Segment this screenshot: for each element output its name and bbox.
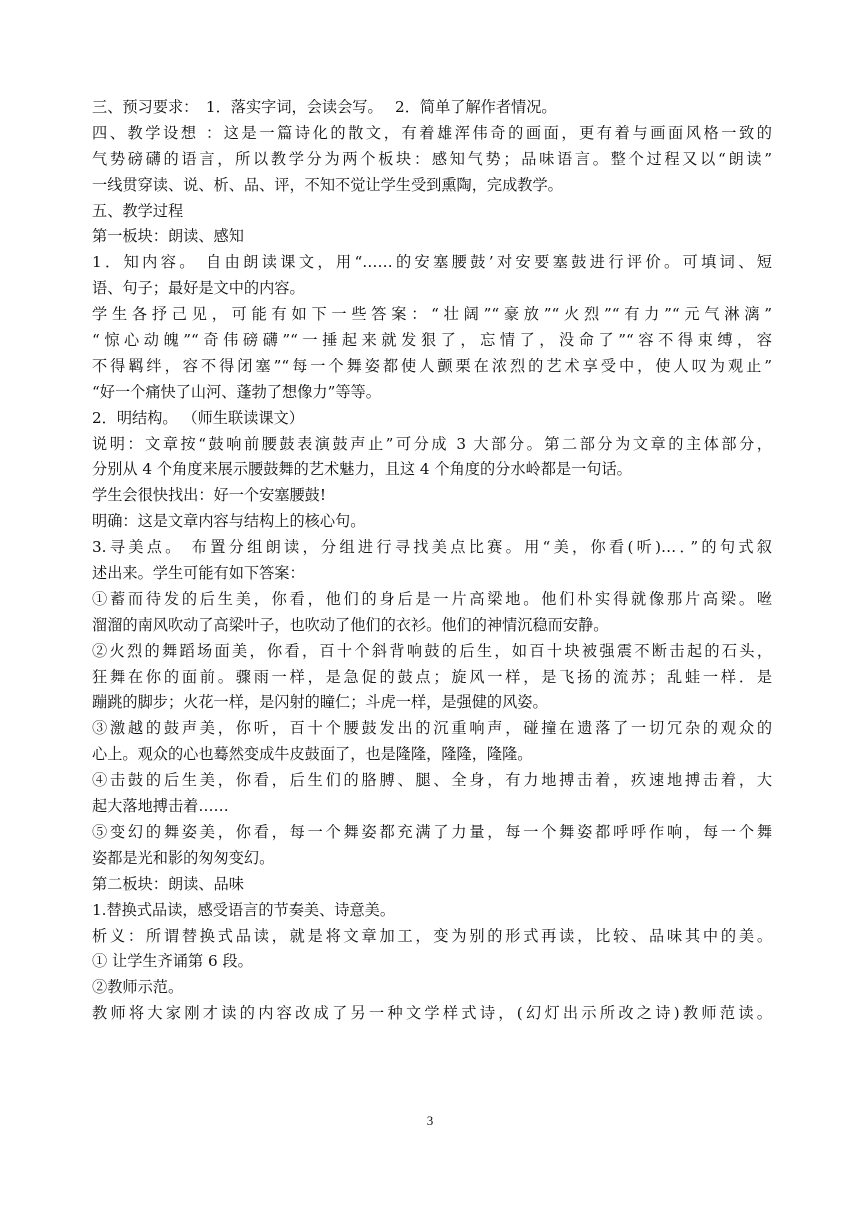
text-line: ②火烈的舞蹈场面美，你看，百十个斜背响鼓的后生，如百十块被强震不断击起的石头，	[92, 641, 772, 660]
text-line: “好一个痛快了山河、蓬勃了想像力”等等。	[92, 382, 381, 401]
text-line: 心上。观众的心也蓦然变成牛皮鼓面了，也是隆隆，隆隆，隆隆。	[92, 745, 533, 764]
page-number: 3	[426, 1113, 434, 1128]
text-line: 教师将大家刚才读的内容改成了另一种文学样式诗，(幻灯出示所改之诗)教师范读。	[92, 1004, 772, 1023]
text-line: 1.替换式品读，感受语言的节奏美、诗意美。	[92, 900, 396, 919]
section-heading: 第二板块：朗读、品味	[92, 874, 244, 893]
text-line: 四、教学设想 ：这是一篇诗化的散文，有着雄浑伟奇的画面，更有着与画面风格一致的	[92, 123, 772, 142]
text-line: 语、句子；最好是文中的内容。	[92, 279, 305, 298]
text-line: ②教师示范。	[92, 978, 184, 997]
text-line: 姿都是光和影的匆匆变幻。	[92, 848, 275, 867]
text-line: 述出来。学生可能有如下答案：	[92, 564, 305, 583]
text-line: 蹦跳的脚步；火花一样，是闪射的瞳仁；斗虎一样，是强健的风姿。	[92, 693, 548, 712]
section-heading: 第一板块：朗读、感知	[92, 227, 244, 246]
text-line: ①蓄而待发的后生美，你看，他们的身后是一片高梁地。他们朴实得就像那片高梁。咝	[92, 589, 772, 608]
text-line: ① 让学生齐诵第 6 段。	[92, 952, 253, 971]
text-line: 学生会很快找出：好一个安塞腰鼓!	[92, 486, 326, 505]
text-line: 一线贯穿读、说、析、品、评，不知不觉让学生受到熏陶，完成教学。	[92, 175, 563, 194]
text-line: ④击鼓的后生美，你看，后生们的胳膊、腿、全身，有力地搏击着，疚速地搏击着，大	[92, 771, 772, 790]
text-line: 不得羁绊，容不得闭塞”“每一个舞姿都使人颤栗在浓烈的艺术享受中，使人叹为观止”	[92, 356, 772, 375]
text-line: 气势磅礴的语言，所以教学分为两个板块：感知气势；品味语言。整个过程又以“朗读”	[92, 149, 772, 168]
text-line: 3.寻美点。 布置分组朗读，分组进行寻找美点比赛。用“美，你看(听)…．”的句式叙	[92, 538, 772, 557]
section-heading: 五、教学过程	[92, 201, 184, 220]
text-line: ③激越的鼓声美，你听，百十个腰鼓发出的沉重响声，碰撞在遗落了一切冗杂的观众的	[92, 719, 772, 738]
text-line: 1．知内容。 自由朗读课文，用“……的安塞腰鼓’对安要塞鼓进行评价。可填词、短	[92, 253, 772, 272]
text-line: 狂舞在你的面前。骤雨一样，是急促的鼓点；旋风一样，是飞扬的流苏；乱蛙一样．是	[92, 667, 772, 686]
text-line: 学生各抒己见，可能有如下一些答案：“壮阔”“豪放”“火烈”“有力”“元气淋漓”	[92, 305, 772, 324]
text-line: 溜溜的南风吹动了高梁叶子，也吹动了他们的衣衫。他们的神情沉稳而安静。	[92, 615, 609, 634]
document-body	[92, 95, 772, 1027]
text-line: 2．明结构。 （师生联读课文）	[92, 408, 304, 427]
text-line: ⑤变幻的舞姿美，你看，每一个舞姿都充满了力量，每一个舞姿都呼呼作响，每一个舞	[92, 822, 772, 841]
text-line: 起大落地搏击着……	[92, 797, 229, 816]
text-line: 明确：这是文章内容与结构上的核心句。	[92, 512, 366, 531]
text-line: 说明：文章按“鼓响前腰鼓表演鼓声止”可分成 3 大部分。第二部分为文章的主体部分，	[92, 434, 772, 453]
text-line: “惊心动魄”“奇伟磅礴”“一捶起来就发狠了，忘情了，没命了”“容不得束缚，容	[92, 331, 772, 350]
text-line: 分别从 4 个角度来展示腰鼓舞的艺术魅力，且这 4 个角度的分水岭都是一句话。	[92, 460, 632, 479]
text-line: 析义：所谓替换式品读，就是将文章加工，变为别的形式再读，比较、品味其中的美。	[92, 926, 772, 945]
text-line: 三、预习要求： 1．落实字词，会读会写。 2．简单了解作者情况。	[92, 98, 557, 116]
